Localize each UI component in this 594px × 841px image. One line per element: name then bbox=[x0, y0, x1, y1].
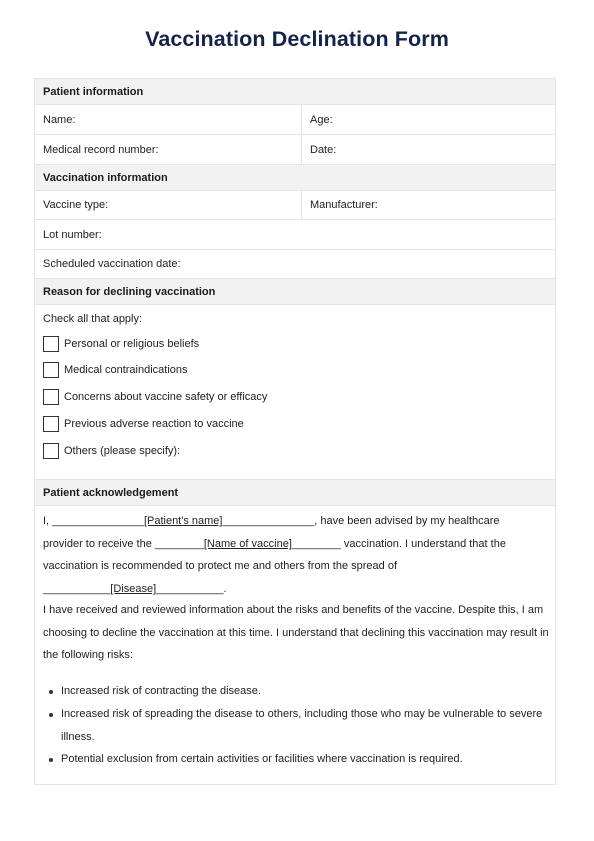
reasons-block bbox=[35, 305, 555, 480]
date-label: Date: bbox=[310, 143, 337, 156]
section-header-label: Reason for declining vaccination bbox=[43, 285, 216, 298]
mrn-label: Medical record number: bbox=[43, 143, 159, 156]
reason-option[interactable] bbox=[43, 362, 188, 378]
scheduled-date-row bbox=[35, 250, 555, 279]
section-header-label: Vaccination information bbox=[43, 171, 168, 184]
risk-item bbox=[49, 748, 555, 771]
date-field[interactable] bbox=[301, 135, 555, 164]
checkbox[interactable] bbox=[43, 362, 59, 378]
ack-paragraph: I have received and reviewed information about the risks and benefits of the vaccine. Despite this, I am choosing to decline the vaccination at this time. I understand that declining this vaccination may result in the following risks: bbox=[43, 604, 549, 661]
section-header-patient-information bbox=[35, 79, 555, 105]
manufacturer-label: Manufacturer: bbox=[310, 199, 378, 211]
manufacturer-field[interactable] bbox=[301, 191, 555, 219]
ack-text: _______________, have been advised by my healthcare bbox=[222, 515, 500, 527]
section-header-acknowledgement bbox=[35, 480, 555, 506]
ack-line-2 bbox=[43, 538, 506, 550]
checkbox[interactable] bbox=[43, 443, 59, 459]
section-header-reasons bbox=[35, 279, 555, 305]
reason-option-label: Others (please specify): bbox=[64, 445, 181, 457]
patient-name-field[interactable]: [Patient's name] bbox=[143, 515, 223, 527]
checkbox[interactable] bbox=[43, 416, 59, 432]
risk-item bbox=[49, 680, 555, 703]
age-label: Age: bbox=[310, 113, 333, 126]
ack-text: ___________. bbox=[156, 583, 227, 595]
risk-text: Increased risk of spreading the disease to others, including those who may be vulnerable to severe illness. bbox=[61, 708, 543, 743]
reason-option-label: Personal or religious beliefs bbox=[64, 338, 200, 350]
ack-text: ___________ bbox=[43, 583, 111, 595]
declination-form bbox=[34, 78, 556, 785]
reason-option[interactable] bbox=[43, 443, 180, 459]
ack-line-1 bbox=[43, 515, 500, 527]
disease-field[interactable]: [Disease] bbox=[110, 583, 157, 595]
reason-option-label: Concerns about vaccine safety or efficacy bbox=[64, 391, 268, 403]
bullet-dot bbox=[49, 758, 53, 762]
reason-option[interactable] bbox=[43, 389, 267, 405]
check-instruction: Check all that apply: bbox=[43, 313, 143, 325]
vaccine-type-label: Vaccine type: bbox=[43, 199, 109, 211]
ack-text: provider to receive the ________ bbox=[43, 538, 204, 550]
name-label: Name: bbox=[43, 113, 76, 126]
vaccine-name-field[interactable]: [Name of vaccine] bbox=[203, 538, 292, 550]
ack-text: I, _______________ bbox=[43, 515, 144, 527]
ack-line-3: vaccination is recommended to protect me and others from the spread of bbox=[43, 560, 398, 572]
risk-text: Potential exclusion from certain activities or facilities where vaccination is required. bbox=[61, 753, 463, 765]
checkbox[interactable] bbox=[43, 336, 59, 352]
section-header-label: Patient information bbox=[43, 85, 144, 98]
lot-number-label: Lot number: bbox=[43, 228, 102, 241]
name-age-row bbox=[35, 105, 555, 135]
section-header-label: Patient acknowledgement bbox=[43, 486, 179, 499]
reason-option[interactable] bbox=[43, 336, 199, 352]
bullet-dot bbox=[49, 690, 53, 694]
reason-option[interactable] bbox=[43, 416, 244, 432]
vaccine-manufacturer-row bbox=[35, 191, 555, 220]
risk-text: Increased risk of contracting the disease. bbox=[61, 685, 261, 697]
scheduled-date-field[interactable] bbox=[35, 250, 555, 278]
mrn-date-row bbox=[35, 135, 555, 165]
lot-number-row bbox=[35, 220, 555, 250]
reason-option-label: Previous adverse reaction to vaccine bbox=[64, 418, 244, 430]
checkbox[interactable] bbox=[43, 389, 59, 405]
bullet-dot bbox=[49, 713, 53, 717]
age-field[interactable] bbox=[301, 105, 555, 134]
section-header-vaccination-information bbox=[35, 165, 555, 191]
risk-item bbox=[49, 703, 555, 748]
scheduled-date-label: Scheduled vaccination date: bbox=[43, 258, 181, 270]
vaccine-type-field[interactable] bbox=[35, 191, 301, 219]
ack-text: ________ vaccination. I understand that the bbox=[291, 538, 506, 550]
name-field[interactable] bbox=[35, 105, 301, 134]
page-title: Vaccination Declination Form bbox=[145, 27, 449, 51]
reason-option-label: Medical contraindications bbox=[64, 364, 188, 376]
medical-record-number-field[interactable] bbox=[35, 135, 301, 164]
lot-number-field[interactable] bbox=[35, 220, 555, 249]
ack-line-4 bbox=[43, 583, 227, 595]
